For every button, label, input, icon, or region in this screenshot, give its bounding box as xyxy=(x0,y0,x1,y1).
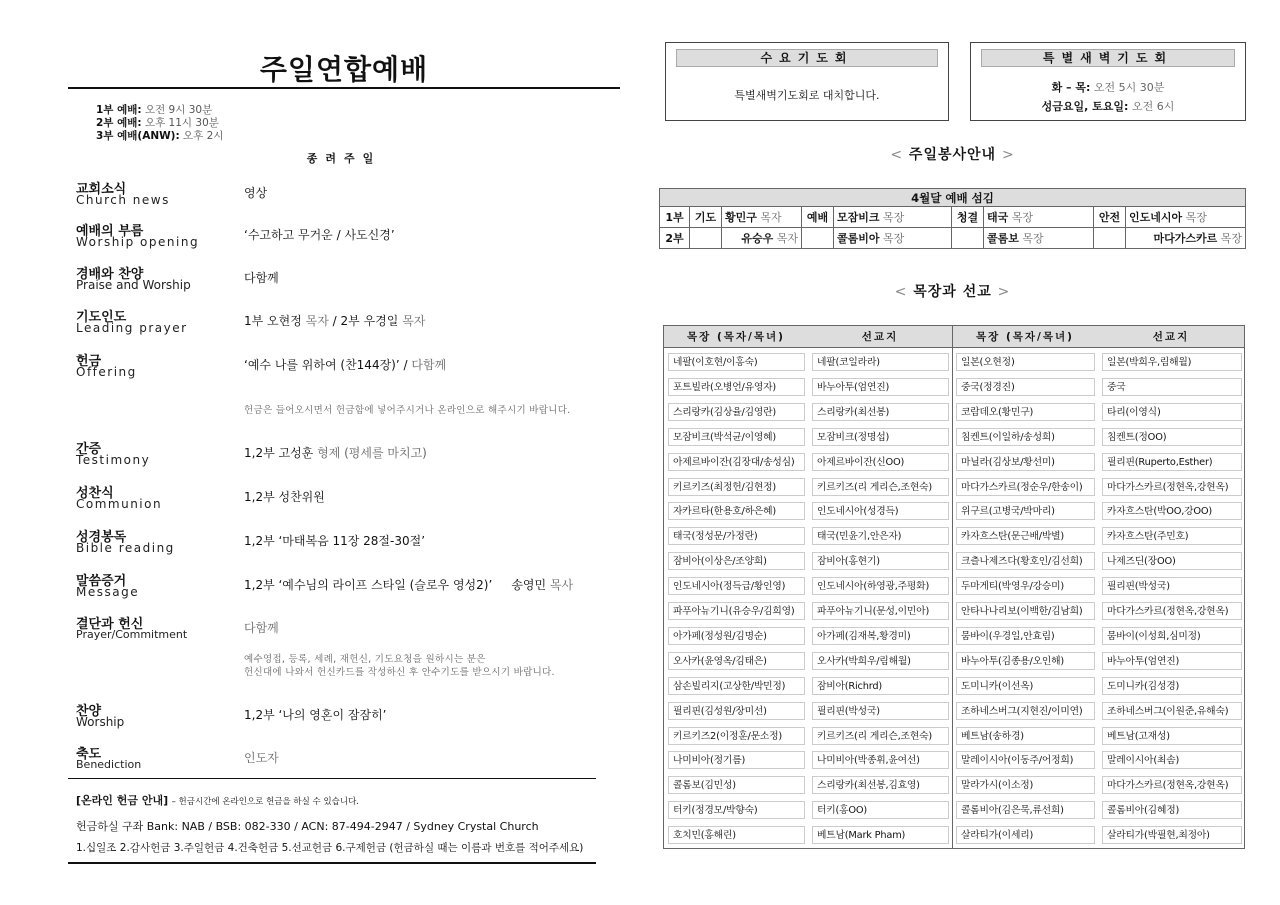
mission-field-cell: 오사카(박희우/림해월) xyxy=(812,652,949,670)
mission-field-cell: 베트남(고재성) xyxy=(1102,727,1242,745)
mission-group-cell: 카자흐스탄(문근배/박별) xyxy=(956,527,1095,545)
service-duty-table xyxy=(659,188,1246,249)
mission-row xyxy=(664,425,1244,450)
mission-row xyxy=(664,624,1244,649)
mission-field-cell: 잠비아(Richrd) xyxy=(812,677,949,695)
mission-group-cell: 파푸아뉴기니(유승우/김희영) xyxy=(668,602,805,620)
mission-title: < 목장과 선교 > xyxy=(894,284,1011,300)
wednesday-prayer-title: 수요기도회 xyxy=(676,49,938,67)
mission-group-cell: 잠비아(이상은/조양희) xyxy=(668,552,805,570)
mission-row xyxy=(664,475,1244,500)
wednesday-prayer-box xyxy=(665,42,949,121)
mission-field-cell: 일본(박희우,림해월) xyxy=(1102,353,1242,371)
mission-group-cell: 콜롬비아(김은묵,류선희) xyxy=(956,801,1095,819)
mission-header-3: 선교지 xyxy=(1098,326,1244,348)
mission-group-cell: 아제르바이잔(김장대/송성심) xyxy=(668,453,805,471)
mission-field-cell: 키르키즈(리 게리슨,조현숙) xyxy=(812,727,949,745)
mission-row xyxy=(664,699,1244,724)
bank-account-info: 헌금하실 구좌 Bank: NAB / BSB: 082-330 / ACN: 87-494-2947 / Sydney Crystal Church xyxy=(76,820,539,833)
mission-row xyxy=(664,773,1244,798)
mission-field-cell: 카자흐스탄(주민호) xyxy=(1102,527,1242,545)
dawn-schedule-weekend: 성금요일, 토요일: 오전 6시 xyxy=(1041,100,1175,113)
service-time-2: 2부 예배: 오후 11시 30분 xyxy=(96,117,219,129)
mission-group-cell: 삼손빌리지(고상한/박민정) xyxy=(668,677,805,695)
mission-row xyxy=(664,649,1244,674)
mission-field-cell: 아가페(김재복,황경미) xyxy=(812,627,949,645)
service-guide-title: < 주일봉사안내 > xyxy=(890,147,1015,163)
mission-group-cell: 두마게티(박영우/강승미) xyxy=(956,577,1095,595)
mission-field-cell: 마다가스카르(정현옥,강현옥) xyxy=(1102,478,1242,496)
online-offering-title: [온라인 헌금 안내] – 헌금시간에 온라인으로 헌금을 하실 수 있습니다. xyxy=(76,794,359,807)
mission-group-cell: 안타나나리보(이백한/김남희) xyxy=(956,602,1095,620)
mission-group-cell: 스리랑카(김상율/김영란) xyxy=(668,403,805,421)
mission-field-cell: 바누아투(엄연진) xyxy=(1102,652,1242,670)
bulletin-left-page: 주일연합예배 1부 예배: 오전 9시 30분 2부 예배: 오후 11시 30분 3부 예배(ANW): 오후 2시 종려주일 교회소식 Church news 영상 예배의 부름 Worship opening ‘수고하고 무거운 / 사도신경’ 경배와 찬양 Praise and Worship 다함께 기도인도 Leading prayer 1부 오현정 목자 / 2부 우경일 목자 헌금 Offering ‘예수 나를 위하여 (찬144장)’ / 다함께 헌금은 들어오시면서 헌금함에 넣어주시거나 온라인으로 해주시기 바랍니다. 간증 Testimony 1,2부 고성훈 형제 (평세를 마치고) 성찬식 Communion 1,2부 성찬위원 성경봉독 Bible reading 1,2부 ‘마태복음 11장 28절-30절’ 말씀증거 Message 1,2부 ‘예수님의 라이프 스타일 (슬로우 영성2)’ 송영민 목사 결단과 헌신 Prayer/Commitment 다함께 예수영접, 등록, 세례, 재헌신, 기도요청을 원하시는 분은 헌신대에 나와서 헌신카드를 작성하신 후 안수기도를 받으시기 바랍니다. 찬양 Worship 1,2부 ‘나의 영혼이 잠잠히’ 축도 Benediction 인도자 [온라인 헌금 안내] – 헌금시간에 온라인으로 헌금을 하실 수 있습니다. 헌금하실 구좌 Bank: NAB / BSB: 082-330 / ACN: 87-494-2947 / Sydney Crystal Church 1.십일조 2.감사헌금 3.주일헌금 4.건축헌금 5.선교헌금 6.구제헌금 (헌금하실 때는 이름과 번호를 적어주세요) xyxy=(68,40,620,870)
service-times xyxy=(96,104,223,143)
mission-group-cell: 살라티가(이세리) xyxy=(956,826,1095,844)
mission-field-cell: 아제르바이잔(신OO) xyxy=(812,453,949,471)
mission-field-cell: 콜롬비아(김혜정) xyxy=(1102,801,1242,819)
mission-group-cell: 포트빌라(오병언/유영자) xyxy=(668,378,805,396)
mission-field-cell: 나미비아(박종휘,윤여선) xyxy=(812,751,949,769)
duty-table-header: 4월달 예배 섬김 xyxy=(660,189,1246,207)
mission-group-cell: 중국(정경진) xyxy=(956,378,1095,396)
mission-group-cell: 일본(오현정) xyxy=(956,353,1095,371)
mission-group-cell: 나미비아(정기름) xyxy=(668,751,805,769)
mission-row xyxy=(664,823,1244,848)
mission-field-cell: 필리핀(박성국) xyxy=(812,702,949,720)
mission-row xyxy=(664,599,1244,624)
mission-group-cell: 뭄바이(우경일,안효림) xyxy=(956,627,1095,645)
mission-row xyxy=(664,574,1244,599)
mission-header-0: 목장 (목자/목녀) xyxy=(664,326,808,348)
mission-row xyxy=(664,798,1244,823)
mission-group-cell: 바누아투(김종용/오인해) xyxy=(956,652,1095,670)
mission-field-cell: 나제즈딘(장OO) xyxy=(1102,552,1242,570)
mission-group-cell: 마닐라(김상보/황선미) xyxy=(956,453,1095,471)
mission-field-cell: 필리핀(박성국) xyxy=(1102,577,1242,595)
footer-divider xyxy=(68,862,596,864)
online-offering-divider xyxy=(68,778,596,779)
service-time-3: 3부 예배(ANW): 오후 2시 xyxy=(96,130,224,142)
mission-field-cell: 인도네시아(성경득) xyxy=(812,502,949,520)
mission-row xyxy=(664,350,1244,375)
page-title: 주일연합예배 xyxy=(259,53,429,86)
mission-field-cell: 침켄트(정OO) xyxy=(1102,428,1242,446)
mission-row xyxy=(664,748,1244,773)
mission-group-cell: 말라가시(이소정) xyxy=(956,776,1095,794)
mission-field-cell: 바누아투(엄연진) xyxy=(812,378,949,396)
mission-field-cell: 베트남(Mark Pham) xyxy=(812,826,949,844)
mission-group-cell: 아가페(정성원/김명순) xyxy=(668,627,805,645)
mission-group-cell: 오사카(윤영옥/김태은) xyxy=(668,652,805,670)
mission-field-cell: 도미니카(김성경) xyxy=(1102,677,1242,695)
mission-field-cell: 네팔(코일라라) xyxy=(812,353,949,371)
mission-field-cell: 스리랑카(최선봉,김효영) xyxy=(812,776,949,794)
mission-group-cell: 마다가스카르(정순우/한송이) xyxy=(956,478,1095,496)
mission-group-cell: 키르키즈(최정헌/김현정) xyxy=(668,478,805,496)
mission-group-cell: 모잠비크(박석균/이영혜) xyxy=(668,428,805,446)
duty-row-2: 2부 유승우 목자 콜롬비아 목장 콜롬보 목장 마다가스카르 목장 xyxy=(660,228,1246,249)
order-heading: 종려주일 xyxy=(306,152,382,165)
wednesday-prayer-text: 특별새벽기도회로 대치합니다. xyxy=(734,89,880,102)
mission-field-cell: 태국(민윤기,안은자) xyxy=(812,527,949,545)
mission-group-cell: 도미니카(이선옥) xyxy=(956,677,1095,695)
mission-header-2: 목장 (목자/목녀) xyxy=(952,326,1098,348)
mission-group-cell: 베트남(송하경) xyxy=(956,727,1095,745)
mission-field-cell: 스리랑카(최선봉) xyxy=(812,403,949,421)
mission-group-cell: 자카르타(한용호/하은혜) xyxy=(668,502,805,520)
mission-group-cell: 네팔(이호현/이홍숙) xyxy=(668,353,805,371)
mission-field-cell: 타리(이영식) xyxy=(1102,403,1242,421)
mission-group-cell: 위구르(고병국/박마리) xyxy=(956,502,1095,520)
mission-group-cell: 터키(정경모/박향숙) xyxy=(668,801,805,819)
mission-field-cell: 파푸아뉴기니(문성,이민아) xyxy=(812,602,949,620)
mission-field-cell: 중국 xyxy=(1102,378,1242,396)
mission-group-cell: 태국(정성문/가정란) xyxy=(668,527,805,545)
mission-row xyxy=(664,674,1244,699)
mission-row xyxy=(664,375,1244,400)
mission-group-cell: 말레이시아(이동주/어정희) xyxy=(956,751,1095,769)
mission-header-1: 선교지 xyxy=(808,326,952,348)
mission-field-cell: 마다가스카르(정현옥,강현옥) xyxy=(1102,602,1242,620)
mission-group-cell: 코람데오(황민구) xyxy=(956,403,1095,421)
mission-field-cell: 뭄바이(이성희,심미정) xyxy=(1102,627,1242,645)
mission-row xyxy=(664,549,1244,574)
special-dawn-prayer-box xyxy=(970,42,1246,121)
title-divider xyxy=(68,87,620,89)
mission-field-cell: 마다가스카르(정현옥,강현옥) xyxy=(1102,776,1242,794)
mission-row xyxy=(664,499,1244,524)
duty-row-1: 1부 기도 황민구 목자 예배 모잠비크 목장 청결 태국 목장 안전 인도네시아 목장 xyxy=(660,207,1246,228)
mission-field-cell: 필리핀(Ruperto,Esther) xyxy=(1102,453,1242,471)
mission-group-cell: 콜롬보(김민성) xyxy=(668,776,805,794)
commitment-note: 예수영접, 등록, 세례, 재헌신, 기도요청을 원하시는 분은 헌신대에 나와서 헌신카드를 작성하신 후 안수기도를 받으시기 바랍니다. xyxy=(244,654,555,678)
offering-types: 1.십일조 2.감사헌금 3.주일헌금 4.건축헌금 5.선교헌금 6.구제헌금 (헌금하실 때는 이름과 번호를 적어주세요) xyxy=(76,842,584,854)
mission-group-cell: 호치민(홍해린) xyxy=(668,826,805,844)
mission-group-cell: 크츨나제즈다(황호인/김선희) xyxy=(956,552,1095,570)
mission-group-cell: 키르키즈2(이정훈/문소정) xyxy=(668,727,805,745)
mission-field-cell: 말레이시아(최솜) xyxy=(1102,751,1242,769)
offering-note: 헌금은 들어오시면서 헌금함에 넣어주시거나 온라인으로 해주시기 바랍니다. xyxy=(244,405,571,416)
mission-row xyxy=(664,524,1244,549)
mission-row xyxy=(664,724,1244,749)
mission-field-cell: 잠비아(홍현기) xyxy=(812,552,949,570)
mission-row xyxy=(664,450,1244,475)
mission-field-cell: 카자흐스탄(박OO,강OO) xyxy=(1102,502,1242,520)
mission-field-cell: 모잠비크(정명섭) xyxy=(812,428,949,446)
mission-field-cell: 터키(홍OO) xyxy=(812,801,949,819)
mission-table xyxy=(663,325,1245,849)
mission-group-cell: 인도네시아(정득급/황인영) xyxy=(668,577,805,595)
mission-field-cell: 키르키즈(리 게리슨,조현숙) xyxy=(812,478,949,496)
special-dawn-prayer-title: 특별새벽기도회 xyxy=(981,49,1235,67)
dawn-schedule-weekday: 화 – 목: 오전 5시 30분 xyxy=(1051,81,1165,94)
mission-group-cell: 조하네스버그(지현진/이미연) xyxy=(956,702,1095,720)
mission-group-cell: 침켄트(이일하/송성희) xyxy=(956,428,1095,446)
mission-field-cell: 살라티가(박필현,최정아) xyxy=(1102,826,1242,844)
mission-field-cell: 조하네스버그(이원준,유해숙) xyxy=(1102,702,1242,720)
mission-field-cell: 인도네시아(하영광,주평화) xyxy=(812,577,949,595)
mission-group-cell: 필리핀(김성원/장미선) xyxy=(668,702,805,720)
mission-table-divider xyxy=(952,326,953,848)
service-time-1: 1부 예배: 오전 9시 30분 xyxy=(96,104,213,116)
mission-row xyxy=(664,400,1244,425)
